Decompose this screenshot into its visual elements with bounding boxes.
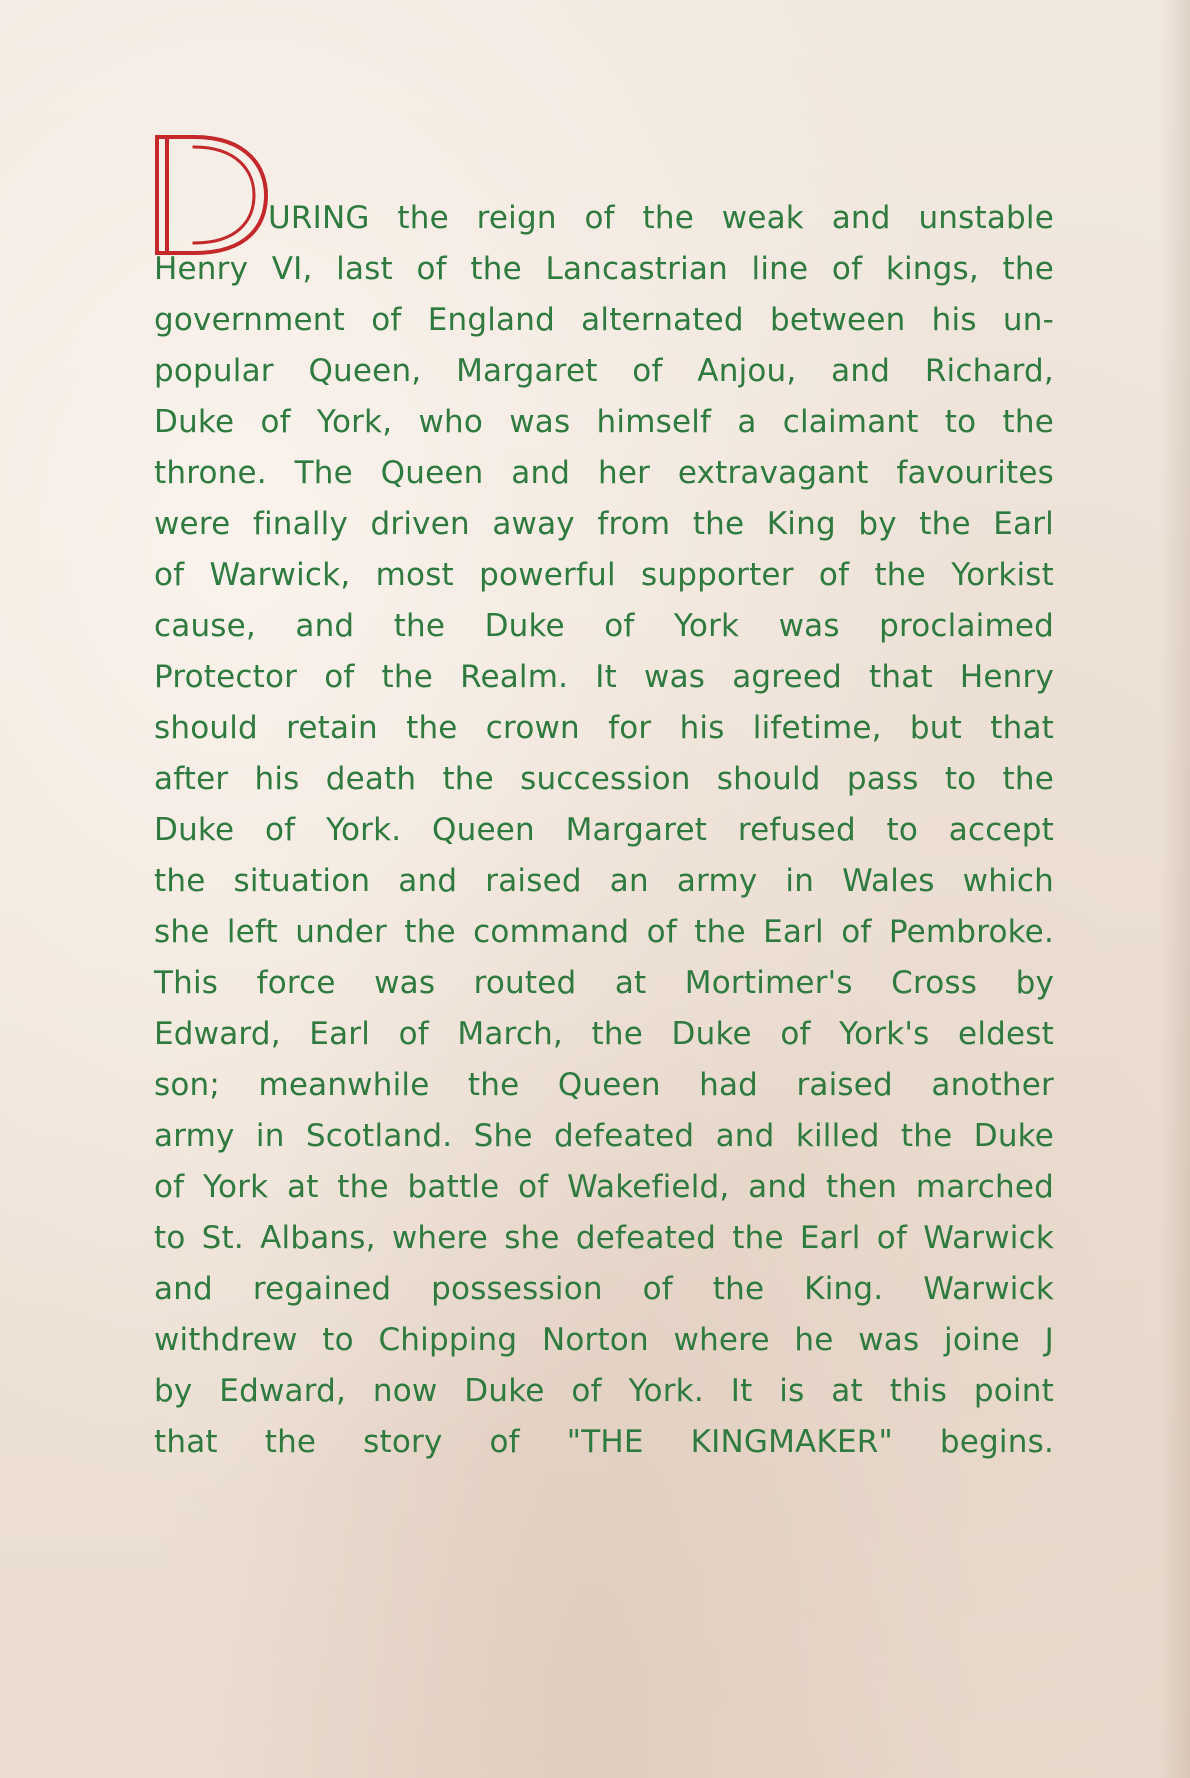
text-line-21: to St. Albans, where she defeated the Earl of Warwick <box>154 1220 1054 1256</box>
text-line-9: cause, and the Duke of York was proclaimed <box>154 608 1054 644</box>
text-line-11: should retain the crown for his lifetime, but that <box>154 710 1054 746</box>
text-line-13: Duke of York. Queen Margaret refused to accept <box>154 812 1054 848</box>
text-line-16: This force was routed at Mortimer's Cross by <box>154 965 1054 1001</box>
text-line-17: Edward, Earl of March, the Duke of York's eldest <box>154 1016 1054 1052</box>
text-line-18: son; meanwhile the Queen had raised another <box>154 1067 1054 1103</box>
text-line-3: government of England alternated between his un- <box>154 302 1054 338</box>
text-line-20: of York at the battle of Wakefield, and then marched <box>154 1169 1054 1205</box>
text-line-19: army in Scotland. She defeated and killed the Duke <box>154 1118 1054 1154</box>
text-line-2: Henry VI, last of the Lancastrian line of kings, the <box>154 251 1054 287</box>
text-line-1: URING the reign of the weak and unstable <box>268 200 1054 236</box>
text-line-6: throne. The Queen and her extravagant favourites <box>154 455 1054 491</box>
text-line-10: Protector of the Realm. It was agreed that Henry <box>154 659 1054 695</box>
text-line-5: Duke of York, who was himself a claimant to the <box>154 404 1054 440</box>
text-line-7: were finally driven away from the King by the Earl <box>154 506 1054 542</box>
text-line-15: she left under the command of the Earl of Pembroke. <box>154 914 1054 950</box>
dropcap-letter-d <box>154 134 274 256</box>
text-line-22: and regained possession of the King. Warwick <box>154 1271 1054 1307</box>
text-line-24: by Edward, now Duke of York. It is at this point <box>154 1373 1054 1409</box>
text-line-4: popular Queen, Margaret of Anjou, and Richard, <box>154 353 1054 389</box>
text-line-14: the situation and raised an army in Wales which <box>154 863 1054 899</box>
text-line-23: withdrew to Chipping Norton where he was joine J <box>154 1322 1054 1358</box>
text-line-25: that the story of "THE KINGMAKER" begins. <box>154 1424 1054 1460</box>
page-edge-shadow <box>1160 0 1190 1778</box>
text-line-8: of Warwick, most powerful supporter of the Yorkist <box>154 557 1054 593</box>
text-line-12: after his death the succession should pass to the <box>154 761 1054 797</box>
